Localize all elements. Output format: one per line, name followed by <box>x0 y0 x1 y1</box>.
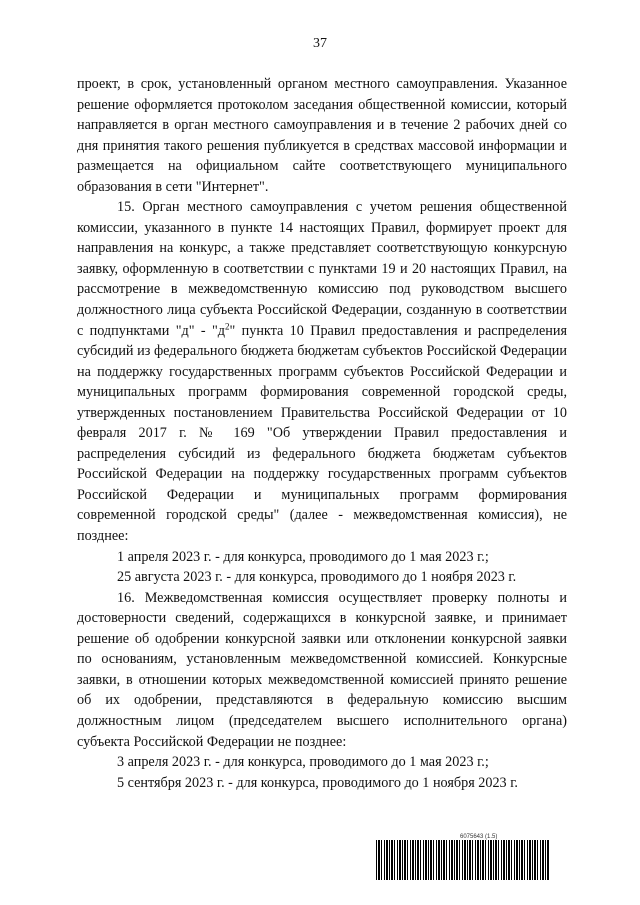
page-number: 37 <box>313 36 327 51</box>
paragraph-14-continuation: проект, в срок, установленный органом местного самоуправления. Указанное решение оформляется протоколом заседания общественной комиссии, который направляется в орган местного самоуправления и в течение 2 рабочих дней со дня принятия такого решения публикуется в средствах массовой информации и размещается на официальном сайте соответствующего муниципального образования в сети "Интернет". <box>77 76 567 195</box>
paragraph-15-text-part2: " пункта 10 Правил предоставления и распределения субсидий из федерального бюджета бюджетам субъектов Российской Федерации на поддержку государственных программ субъектов Российской Федерации и муниципальных программ формирования современной городской среды, утвержденных постановлением Правительства Российской Федерации от 10 февраля 2017 г. № 169 "Об утверждении Правил предоставления и распределения субсидий из федерального бюджета бюджетам субъектов Российской Федерации на поддержку государственных программ субъектов Российской Федерации и муниципальных программ формирования современной городской среды" (далее - межведомственная комиссия), не позднее: <box>77 322 567 545</box>
paragraph-15-text-part1: 15. Орган местного самоуправления с учетом решения общественной комиссии, указанного в пункте 14 настоящих Правил, формирует проект для направления на конкурс, а также представляет соответствующую конкурсную заявку, оформленную в соответствии с пунктами 19 и 20 настоящих Правил, на рассмотрение в межведомственную комиссию под руководством высшего должностного лица субъекта Российской Федерации, созданную в соответствии с подпунктами "д" - "д <box>77 199 567 339</box>
paragraph-16-deadline-1: 3 апреля 2023 г. - для конкурса, проводимого до 1 мая 2023 г.; <box>117 754 489 771</box>
paragraph-15-deadline-2: 25 августа 2023 г. - для конкурса, проводимого до 1 ноября 2023 г. <box>117 569 517 586</box>
barcode <box>376 840 550 880</box>
document-code: 6075643 (1.5) <box>460 834 498 840</box>
paragraph-15-deadline-1: 1 апреля 2023 г. - для конкурса, проводимого до 1 мая 2023 г.; <box>117 548 489 565</box>
paragraph-16: 16. Межведомственная комиссия осуществляет проверку полноты и достоверности сведений, содержащихся в конкурсной заявке, и принимает решение об одобрении конкурсной заявки или отклонении конкурсной заявки по основаниям, установленным межведомственной комиссией. Конкурсные заявки, в отношении которых межведомственной комиссией принято решение об их одобрении, представляются в федеральную комиссию высшим должностным лицом (председателем высшего исполнительного органа) субъекта Российской Федерации не позднее: <box>77 589 567 750</box>
paragraph-16-deadline-2: 5 сентября 2023 г. - для конкурса, проводимого до 1 ноября 2023 г. <box>117 774 518 791</box>
superscript-2: 2 <box>225 320 230 331</box>
document-body <box>77 74 567 793</box>
paragraph-15 <box>77 197 567 546</box>
